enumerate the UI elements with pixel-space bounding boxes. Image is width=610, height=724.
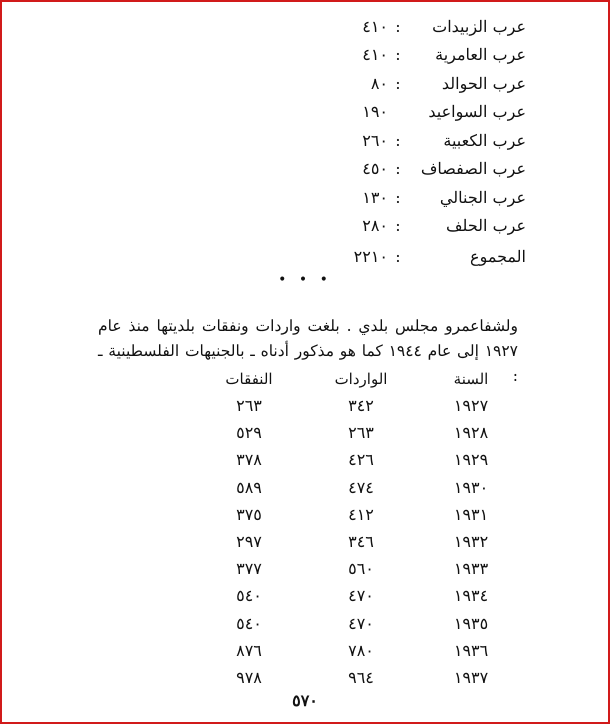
table-row (208, 610, 510, 637)
year-cell: ١٩٣١ (453, 504, 489, 524)
total-row (326, 242, 526, 271)
tribe-name: عرب الحوالد (441, 73, 526, 93)
table-header-row (208, 366, 510, 392)
year-cell: ١٩٣٤ (453, 586, 489, 606)
page-number: ٥٧٠ (292, 691, 318, 710)
year-cell: ١٩٢٨ (453, 423, 489, 443)
expense-cell: ٢٦٣ (236, 396, 262, 416)
revenue-cell: ٧٨٠ (348, 640, 374, 660)
revenue-cell: ٤٧٠ (348, 613, 374, 633)
expense-cell: ٥٢٩ (236, 423, 262, 443)
year-cell: ١٩٢٧ (453, 396, 489, 416)
table-row (208, 555, 510, 582)
tribe-value: ٢٦٠ (362, 130, 388, 150)
expense-cell: ٥٤٠ (236, 613, 262, 633)
revenue-cell: ٣٤٢ (348, 396, 374, 416)
revenue-expense-table (208, 366, 510, 691)
tribe-population-list (326, 12, 526, 271)
expense-cell: ٢٩٧ (236, 532, 262, 552)
tribe-name: عرب الكعبية (443, 130, 526, 150)
header-year: السنة (453, 370, 489, 388)
colon: : (395, 45, 401, 65)
year-cell: ١٩٣٣ (453, 559, 489, 579)
year-cell: ١٩٢٩ (453, 450, 489, 470)
colon: : (395, 73, 401, 93)
tribe-row (326, 12, 526, 41)
table-row (208, 637, 510, 664)
year-cell: ١٩٣٥ (453, 613, 489, 633)
tribe-name: عرب الصفصاف (420, 159, 526, 179)
tribe-name: عرب الحلف (445, 216, 526, 236)
table-row (208, 664, 510, 691)
tribe-row (326, 183, 526, 212)
table-row (208, 474, 510, 501)
tribe-value: ٤١٠ (362, 45, 388, 65)
revenue-cell: ٥٦٠ (348, 559, 374, 579)
colon: : (395, 246, 401, 266)
colon: : (395, 159, 401, 179)
revenue-cell: ٣٤٦ (348, 532, 374, 552)
tribe-value: ٨٠ (370, 73, 388, 93)
expense-cell: ٣٧٧ (236, 559, 262, 579)
colon: : (395, 130, 401, 150)
tribe-row (326, 41, 526, 70)
header-expenses: النفقات (225, 370, 273, 388)
colon: : (395, 216, 401, 236)
colon: : (395, 16, 401, 36)
total-label: المجموع (470, 246, 526, 266)
year-cell: ١٩٣٦ (453, 640, 489, 660)
tribe-row (326, 126, 526, 155)
table-row (208, 582, 510, 609)
tribe-value: ١٩٠ (362, 102, 388, 122)
colon: : (395, 187, 401, 207)
expense-cell: ٨٧٦ (236, 640, 262, 660)
revenue-cell: ٤٧٤ (348, 477, 374, 497)
section-separator: • • • (278, 272, 332, 288)
tribe-value: ٤١٠ (362, 16, 388, 36)
expense-cell: ٣٧٨ (236, 450, 262, 470)
year-cell: ١٩٣٧ (453, 667, 489, 687)
expense-cell: ٩٧٨ (236, 667, 262, 687)
table-row (208, 501, 510, 528)
table-row (208, 419, 510, 446)
year-cell: ١٩٣٢ (453, 532, 489, 552)
revenue-cell: ٤١٢ (348, 504, 374, 524)
tribe-value: ٤٥٠ (362, 159, 388, 179)
tribe-row (326, 69, 526, 98)
expense-cell: ٥٤٠ (236, 586, 262, 606)
tribe-row (326, 212, 526, 241)
tribe-row (326, 98, 526, 127)
header-revenue: الواردات (334, 370, 388, 388)
tribe-value: ٢٨٠ (362, 216, 388, 236)
table-row (208, 528, 510, 555)
revenue-cell: ٩٦٤ (348, 667, 374, 687)
tribe-row (326, 155, 526, 184)
expense-cell: ٣٧٥ (236, 504, 262, 524)
tribe-name: عرب الزبيدات (432, 16, 526, 36)
table-row (208, 392, 510, 419)
tribe-name: عرب السواعيد (428, 102, 526, 122)
table-row (208, 446, 510, 473)
tribe-name: عرب العامرية (435, 45, 526, 65)
tribe-name: عرب الجنالي (439, 187, 526, 207)
revenue-cell: ٤٧٠ (348, 586, 374, 606)
tribe-value: ١٣٠ (362, 187, 388, 207)
year-cell: ١٩٣٠ (453, 477, 489, 497)
revenue-cell: ٤٢٦ (348, 450, 374, 470)
municipality-paragraph: ولشفاعمرو مجلس بلدي . بلغت واردات ونفقات بلديتها منذ عام ١٩٢٧ إلى عام ١٩٤٤ كما هو مذكور أدناه ـ بالجنيهات الفلسطينية ـ : (98, 316, 518, 385)
total-value: ٢٢١٠ (353, 246, 388, 266)
revenue-cell: ٢٦٣ (348, 423, 374, 443)
expense-cell: ٥٨٩ (236, 477, 262, 497)
